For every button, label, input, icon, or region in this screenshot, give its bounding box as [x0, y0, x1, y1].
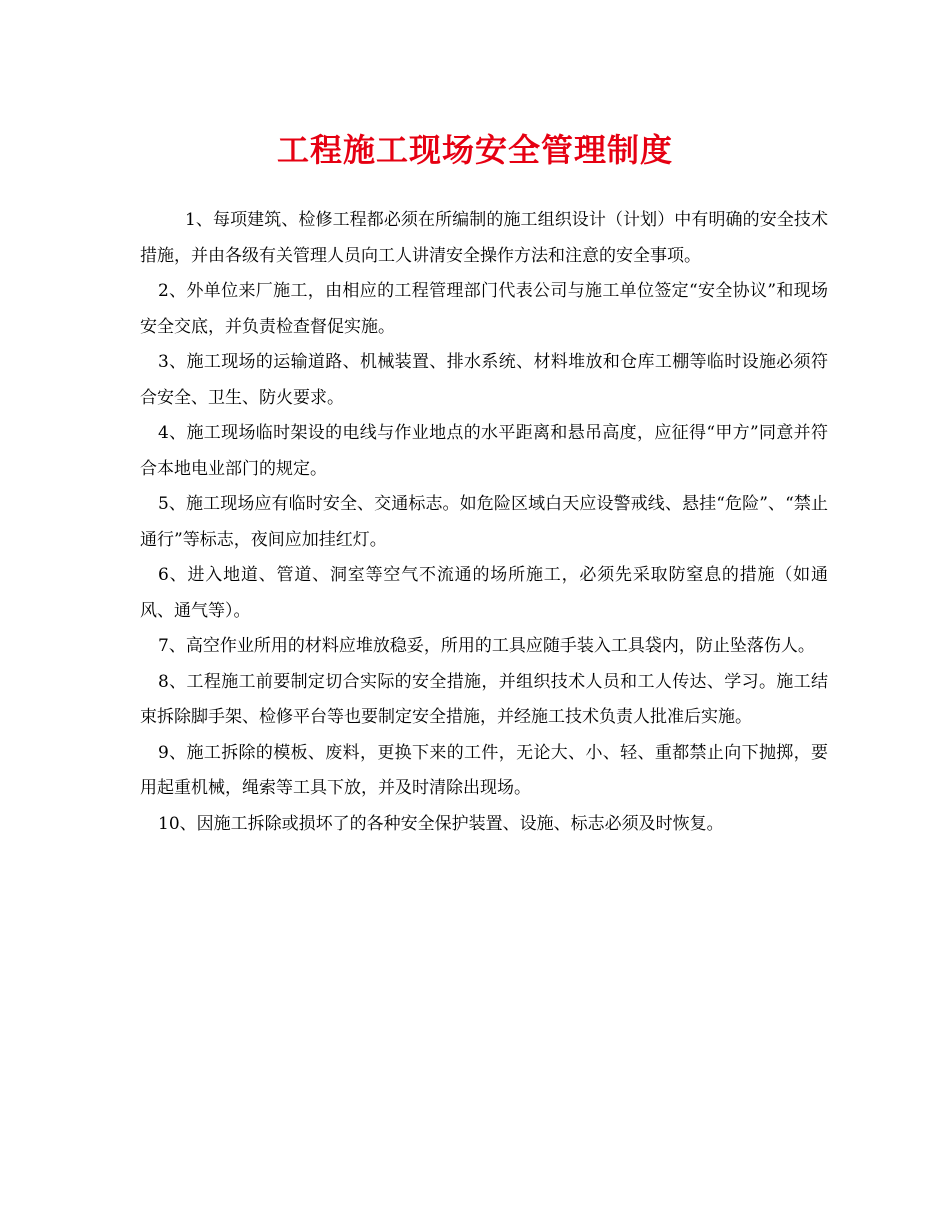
paragraph-item-8: 8、工程施工前要制定切合实际的安全措施，并组织技术人员和工人传达、学习。施工结束拆除脚手架、检修平台等也要制定安全措施，并经施工技术负责人批准后实施。 [140, 671, 828, 727]
document-body [140, 203, 828, 842]
paragraph-item-10: 10、因施工拆除或损坏了的各种安全保护装置、设施、标志必须及时恢复。 [158, 813, 724, 834]
paragraph-item-4: 4、施工现场临时架设的电线与作业地点的水平距离和悬吊高度，应征得“甲方”同意并符合本地电业部门的规定。 [140, 423, 828, 479]
paragraph-item-9: 9、施工拆除的模板、废料，更换下来的工件，无论大、小、轻、重都禁止向下抛掷，要用起重机械，绳索等工具下放，并及时清除出现场。 [140, 742, 828, 798]
paragraph-item-3: 3、施工现场的运输道路、机械装置、排水系统、材料堆放和仓库工棚等临时设施必须符合安全、卫生、防火要求。 [140, 352, 828, 408]
paragraph-item-7: 7、高空作业所用的材料应堆放稳妥，所用的工具应随手装入工具袋内，防止坠落伤人。 [158, 636, 815, 656]
paragraph-item-6: 6、进入地道、管道、洞室等空气不流通的场所施工，必须先采取防窒息的措施（如通风、通气等）。 [140, 565, 828, 621]
document-title: 工程施工现场安全管理制度 [276, 131, 673, 169]
paragraph-item-2: 2、外单位来厂施工，由相应的工程管理部门代表公司与施工单位签定“安全协议”和现场安全交底，并负责检查督促实施。 [140, 281, 828, 337]
paragraph-item-1: 1、每项建筑、检修工程都必须在所编制的施工组织设计（计划）中有明确的安全技术措施，并由各级有关管理人员向工人讲清安全操作方法和注意的安全事项。 [140, 210, 828, 266]
paragraph-item-5: 5、施工现场应有临时安全、交通标志。如危险区域白天应设警戒线、悬挂“危险”、“禁止通行”等标志，夜间应加挂红灯。 [140, 494, 828, 550]
